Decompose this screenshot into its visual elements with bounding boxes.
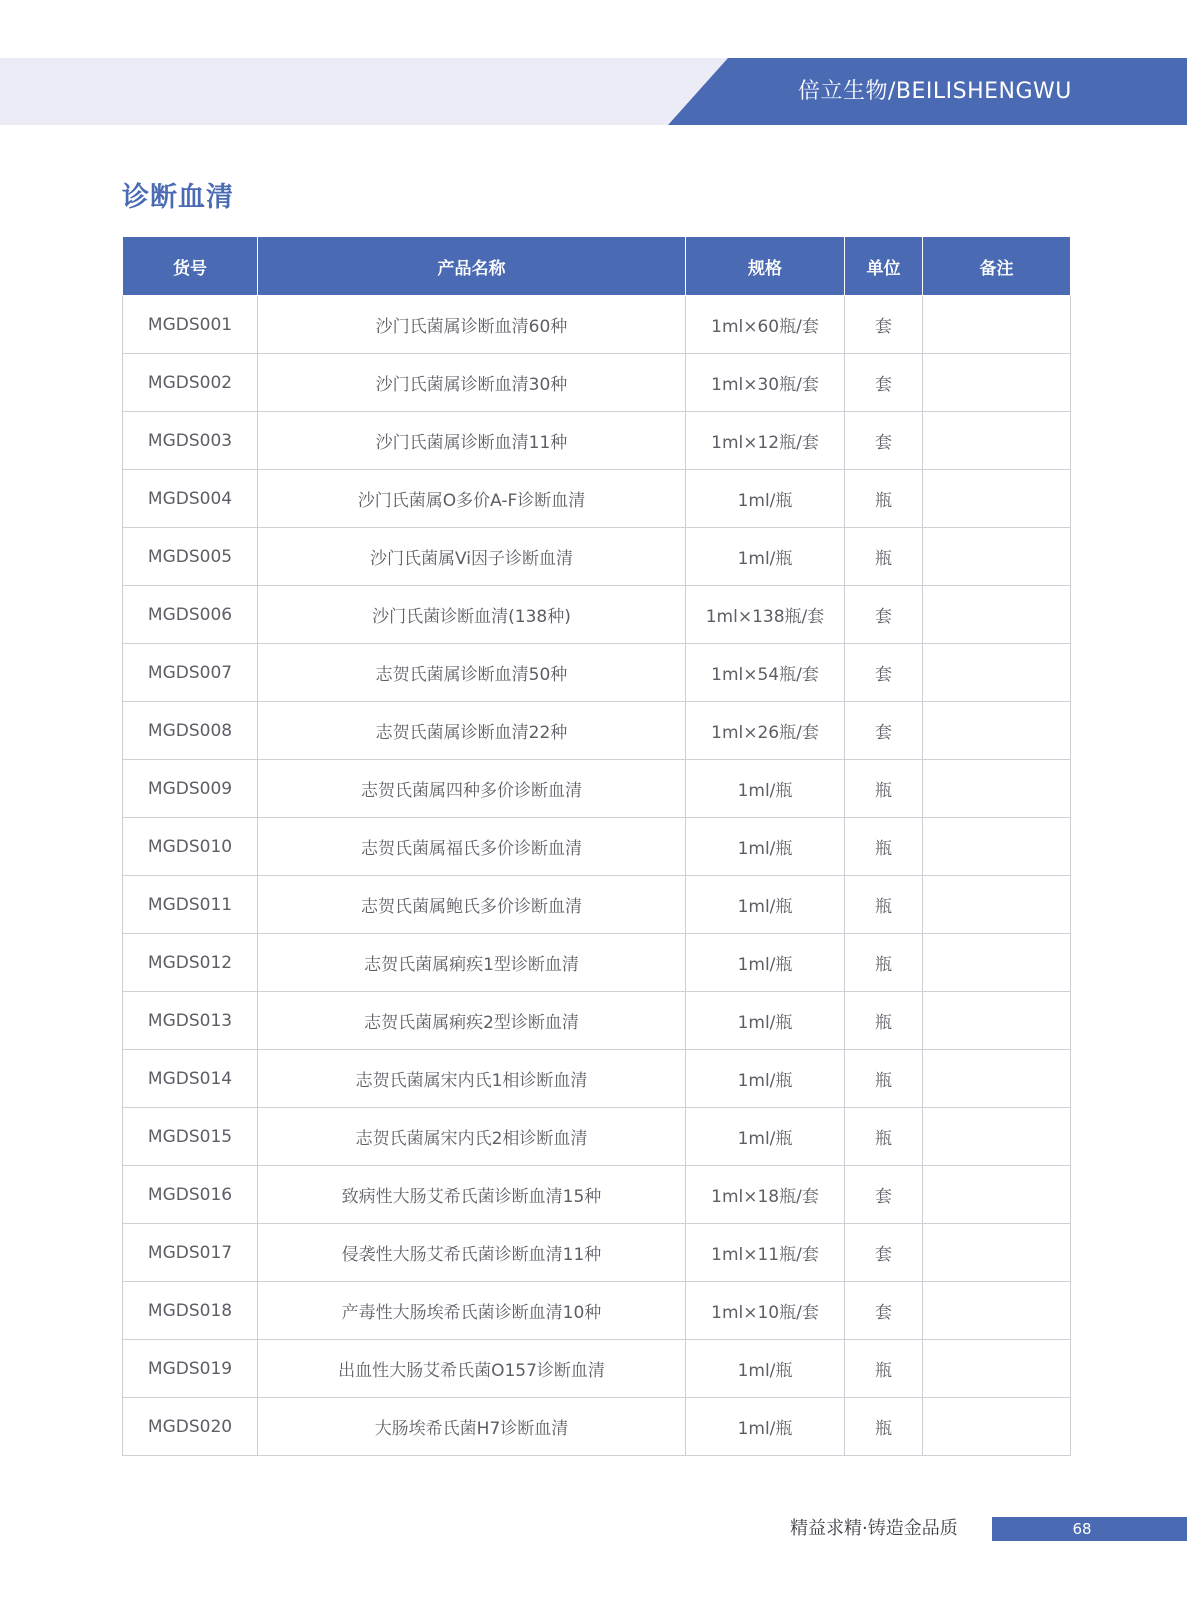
column-header-spec: 规格	[686, 237, 845, 296]
page-number: 68	[1072, 1520, 1092, 1538]
item-no-cell: MGDS013	[123, 992, 258, 1050]
spec-cell: 1ml×26瓶/套	[686, 702, 845, 760]
remarks-cell	[923, 412, 1071, 470]
unit-cell: 瓶	[845, 992, 923, 1050]
remarks-cell	[923, 1398, 1071, 1456]
product-name-cell: 侵袭性大肠艾希氏菌诊断血清11种	[258, 1224, 686, 1282]
item-no-cell: MGDS019	[123, 1340, 258, 1398]
unit-cell: 瓶	[845, 760, 923, 818]
product-name-cell: 志贺氏菌属诊断血清50种	[258, 644, 686, 702]
product-name-cell: 志贺氏菌属宋内氏1相诊断血清	[258, 1050, 686, 1108]
remarks-cell	[923, 354, 1071, 412]
product-name-cell: 致病性大肠艾希氏菌诊断血清15种	[258, 1166, 686, 1224]
page-title: 诊断血清	[122, 182, 234, 213]
table-row	[123, 702, 1071, 760]
item-no-cell: MGDS005	[123, 528, 258, 586]
product-name-cell: 沙门氏菌属诊断血清11种	[258, 412, 686, 470]
product-table	[122, 236, 1071, 1456]
table-row	[123, 470, 1071, 528]
unit-cell: 瓶	[845, 934, 923, 992]
table-row	[123, 876, 1071, 934]
remarks-cell	[923, 1224, 1071, 1282]
unit-cell: 瓶	[845, 1398, 923, 1456]
table-row	[123, 586, 1071, 644]
remarks-cell	[923, 1282, 1071, 1340]
spec-cell: 1ml×60瓶/套	[686, 296, 845, 354]
item-no-cell: MGDS018	[123, 1282, 258, 1340]
spec-cell: 1ml/瓶	[686, 876, 845, 934]
remarks-cell	[923, 992, 1071, 1050]
spec-cell: 1ml/瓶	[686, 934, 845, 992]
table-row	[123, 412, 1071, 470]
column-header-remarks: 备注	[923, 237, 1071, 296]
spec-cell: 1ml/瓶	[686, 760, 845, 818]
unit-cell: 瓶	[845, 470, 923, 528]
product-name-cell: 志贺氏菌属四种多价诊断血清	[258, 760, 686, 818]
product-name-cell: 沙门氏菌诊断血清(138种)	[258, 586, 686, 644]
remarks-cell	[923, 934, 1071, 992]
spec-cell: 1ml×10瓶/套	[686, 1282, 845, 1340]
remarks-cell	[923, 1050, 1071, 1108]
item-no-cell: MGDS020	[123, 1398, 258, 1456]
item-no-cell: MGDS015	[123, 1108, 258, 1166]
unit-cell: 套	[845, 644, 923, 702]
table-row	[123, 1398, 1071, 1456]
spec-cell: 1ml×18瓶/套	[686, 1166, 845, 1224]
product-name-cell: 产毒性大肠埃希氏菌诊断血清10种	[258, 1282, 686, 1340]
spec-cell: 1ml×138瓶/套	[686, 586, 845, 644]
product-name-cell: 志贺氏菌属鲍氏多价诊断血清	[258, 876, 686, 934]
item-no-cell: MGDS009	[123, 760, 258, 818]
table-row	[123, 1050, 1071, 1108]
item-no-cell: MGDS004	[123, 470, 258, 528]
table-row	[123, 760, 1071, 818]
table-row	[123, 1108, 1071, 1166]
item-no-cell: MGDS016	[123, 1166, 258, 1224]
unit-cell: 瓶	[845, 1340, 923, 1398]
remarks-cell	[923, 586, 1071, 644]
spec-cell: 1ml/瓶	[686, 992, 845, 1050]
remarks-cell	[923, 470, 1071, 528]
remarks-cell	[923, 818, 1071, 876]
spec-cell: 1ml×11瓶/套	[686, 1224, 845, 1282]
unit-cell: 套	[845, 354, 923, 412]
spec-cell: 1ml/瓶	[686, 470, 845, 528]
table-row	[123, 934, 1071, 992]
product-name-cell: 志贺氏菌属诊断血清22种	[258, 702, 686, 760]
product-name-cell: 大肠埃希氏菌H7诊断血清	[258, 1398, 686, 1456]
header-row	[123, 237, 1071, 296]
product-name-cell: 沙门氏菌属O多价A-F诊断血清	[258, 470, 686, 528]
spec-cell: 1ml/瓶	[686, 1108, 845, 1166]
item-no-cell: MGDS010	[123, 818, 258, 876]
column-header-product-name: 产品名称	[258, 237, 686, 296]
product-name-cell: 沙门氏菌属诊断血清30种	[258, 354, 686, 412]
item-no-cell: MGDS007	[123, 644, 258, 702]
unit-cell: 套	[845, 296, 923, 354]
spec-cell: 1ml×30瓶/套	[686, 354, 845, 412]
spec-cell: 1ml×12瓶/套	[686, 412, 845, 470]
remarks-cell	[923, 760, 1071, 818]
item-no-cell: MGDS001	[123, 296, 258, 354]
table-row	[123, 1224, 1071, 1282]
brand-title: 倍立生物/BEILISHENGWU	[798, 79, 1072, 104]
unit-cell: 套	[845, 586, 923, 644]
item-no-cell: MGDS017	[123, 1224, 258, 1282]
unit-cell: 瓶	[845, 528, 923, 586]
remarks-cell	[923, 702, 1071, 760]
unit-cell: 套	[845, 1166, 923, 1224]
unit-cell: 套	[845, 1282, 923, 1340]
unit-cell: 套	[845, 1224, 923, 1282]
item-no-cell: MGDS002	[123, 354, 258, 412]
table-row	[123, 1282, 1071, 1340]
table-row	[123, 644, 1071, 702]
spec-cell: 1ml/瓶	[686, 1050, 845, 1108]
item-no-cell: MGDS003	[123, 412, 258, 470]
unit-cell: 套	[845, 702, 923, 760]
spec-cell: 1ml/瓶	[686, 528, 845, 586]
unit-cell: 瓶	[845, 1108, 923, 1166]
spec-cell: 1ml/瓶	[686, 1340, 845, 1398]
product-name-cell: 沙门氏菌属Vi因子诊断血清	[258, 528, 686, 586]
item-no-cell: MGDS006	[123, 586, 258, 644]
table-row	[123, 818, 1071, 876]
unit-cell: 瓶	[845, 876, 923, 934]
item-no-cell: MGDS014	[123, 1050, 258, 1108]
table-row	[123, 992, 1071, 1050]
product-name-cell: 志贺氏菌属痢疾2型诊断血清	[258, 992, 686, 1050]
table-row	[123, 354, 1071, 412]
remarks-cell	[923, 876, 1071, 934]
remarks-cell	[923, 528, 1071, 586]
column-header-unit: 单位	[845, 237, 923, 296]
table-row	[123, 528, 1071, 586]
product-name-cell: 出血性大肠艾希氏菌O157诊断血清	[258, 1340, 686, 1398]
table-row	[123, 1340, 1071, 1398]
product-name-cell: 志贺氏菌属福氏多价诊断血清	[258, 818, 686, 876]
spec-cell: 1ml/瓶	[686, 1398, 845, 1456]
item-no-cell: MGDS008	[123, 702, 258, 760]
item-no-cell: MGDS011	[123, 876, 258, 934]
column-header-item-no: 货号	[123, 237, 258, 296]
item-no-cell: MGDS012	[123, 934, 258, 992]
table-body	[123, 296, 1071, 1456]
product-name-cell: 沙门氏菌属诊断血清60种	[258, 296, 686, 354]
spec-cell: 1ml×54瓶/套	[686, 644, 845, 702]
product-name-cell: 志贺氏菌属痢疾1型诊断血清	[258, 934, 686, 992]
remarks-cell	[923, 1108, 1071, 1166]
spec-cell: 1ml/瓶	[686, 818, 845, 876]
product-name-cell: 志贺氏菌属宋内氏2相诊断血清	[258, 1108, 686, 1166]
unit-cell: 瓶	[845, 818, 923, 876]
remarks-cell	[923, 1340, 1071, 1398]
unit-cell: 套	[845, 412, 923, 470]
table-row	[123, 1166, 1071, 1224]
unit-cell: 瓶	[845, 1050, 923, 1108]
remarks-cell	[923, 644, 1071, 702]
remarks-cell	[923, 296, 1071, 354]
table-header	[123, 237, 1071, 296]
table-row	[123, 296, 1071, 354]
footer-slogan: 精益求精·铸造金品质	[790, 1518, 958, 1539]
product-table-container	[122, 236, 1065, 1456]
remarks-cell	[923, 1166, 1071, 1224]
